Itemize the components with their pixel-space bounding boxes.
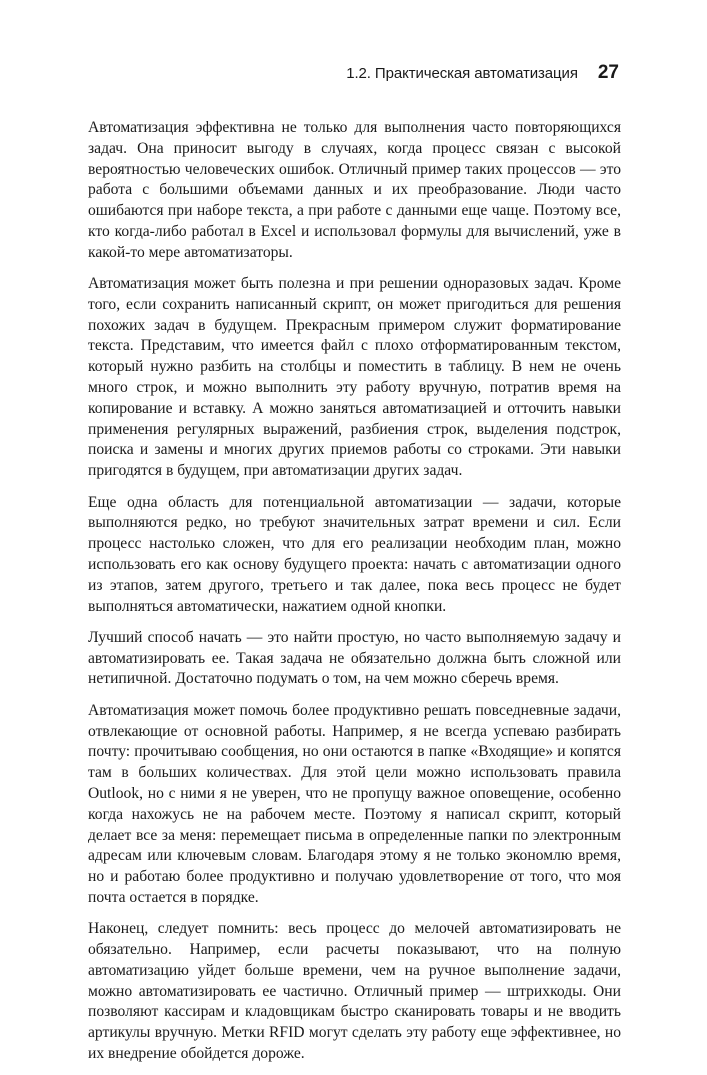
paragraph: Автоматизация может помочь более продуктивно решать повседневные задачи, отвлекающие от основной работы. Например, я не всегда успеваю разбирать почту: прочитываю сообщения, но они остаются в папке «Входящие» и копятся там в больших количествах. Для этой цели можно использовать правила Outlook, но с ними я не уверен, что не пропущу важное оповещение, особенно когда нахожусь не на рабочем месте. Поэтому я написал скрипт, который делает все за меня: перемещает письма в определенные папки по электронным адресам или ключевым словам. Благодаря этому я не только экономлю время, но и работаю более продуктивно и получаю удовлетворение от того, что моя почта остается в порядке. [88, 701, 621, 906]
page-number: 27 [597, 62, 619, 83]
paragraph: Наконец, следует помнить: весь процесс до мелочей автоматизировать не обязательно. Например, если расчеты показывают, что на полную автоматизацию уйдет больше времени, чем на ручное выполнение задачи, можно автоматизировать ее частично. Отличный пример — штрихкоды. Они позволяют кассирам и кладовщикам быстро сканировать товары и не вводить артикулы вручную. Метки RFID могут сделать эту работу еще эффективнее, но их внедрение обойдется дороже. [88, 920, 621, 1062]
section-title: 1.2. Практическая автоматизация [346, 65, 578, 82]
paragraph: Еще одна область для потенциальной автоматизации — задачи, которые выполняются редко, но требуют значительных затрат времени и сил. Если процесс настолько сложен, что для его реализации необходим план, можно использовать его как основу будущего проекта: начать с автоматизации одного из этапов, затем другого, третьего и так далее, пока весь процесс не будет выполняться автоматически, нажатием одной кнопки. [88, 493, 621, 615]
body-text [88, 118, 621, 1075]
paragraph: Лучший способ начать — это найти простую, но часто выполняемую задачу и автоматизировать ее. Такая задача не обязательно должна быть сложной или нетипичной. Достаточно подумать о том, на чем можно сберечь время. [88, 628, 621, 688]
paragraph: Автоматизация может быть полезна и при решении одноразовых задач. Кроме того, если сохранить написанный скрипт, он может пригодиться для решения похожих задач в будущем. Прекрасным примером служит форматирование текста. Представим, что имеется файл с плохо отформатированным текстом, который нужно разбить на столбцы и поместить в таблицу. В нем не очень много строк, и можно выполнить эту работу вручную, потратив время на копирование и вставку. А можно заняться автоматизацией и отточить навыки применения регулярных выражений, разбиения строк, выделения подстрок, поиска и замены и многих других приемов работы со строками. Эти навыки пригодятся в будущем, при автоматизации других задач. [88, 275, 621, 480]
paragraph: Автоматизация эффективна не только для выполнения часто повторяющихся задач. Она приносит выгоду в случаях, когда процесс связан с высокой вероятностью человеческих ошибок. Отличный пример таких процессов — это работа с большими объемами данных и их преобразование. Люди часто ошибаются при наборе текста, а при работе с данными еще чаще. Поэтому все, кто когда-либо работал в Excel и использовал формулы для вычислений, уже в какой-то мере автоматизаторы. [88, 119, 621, 261]
running-header [346, 62, 619, 84]
